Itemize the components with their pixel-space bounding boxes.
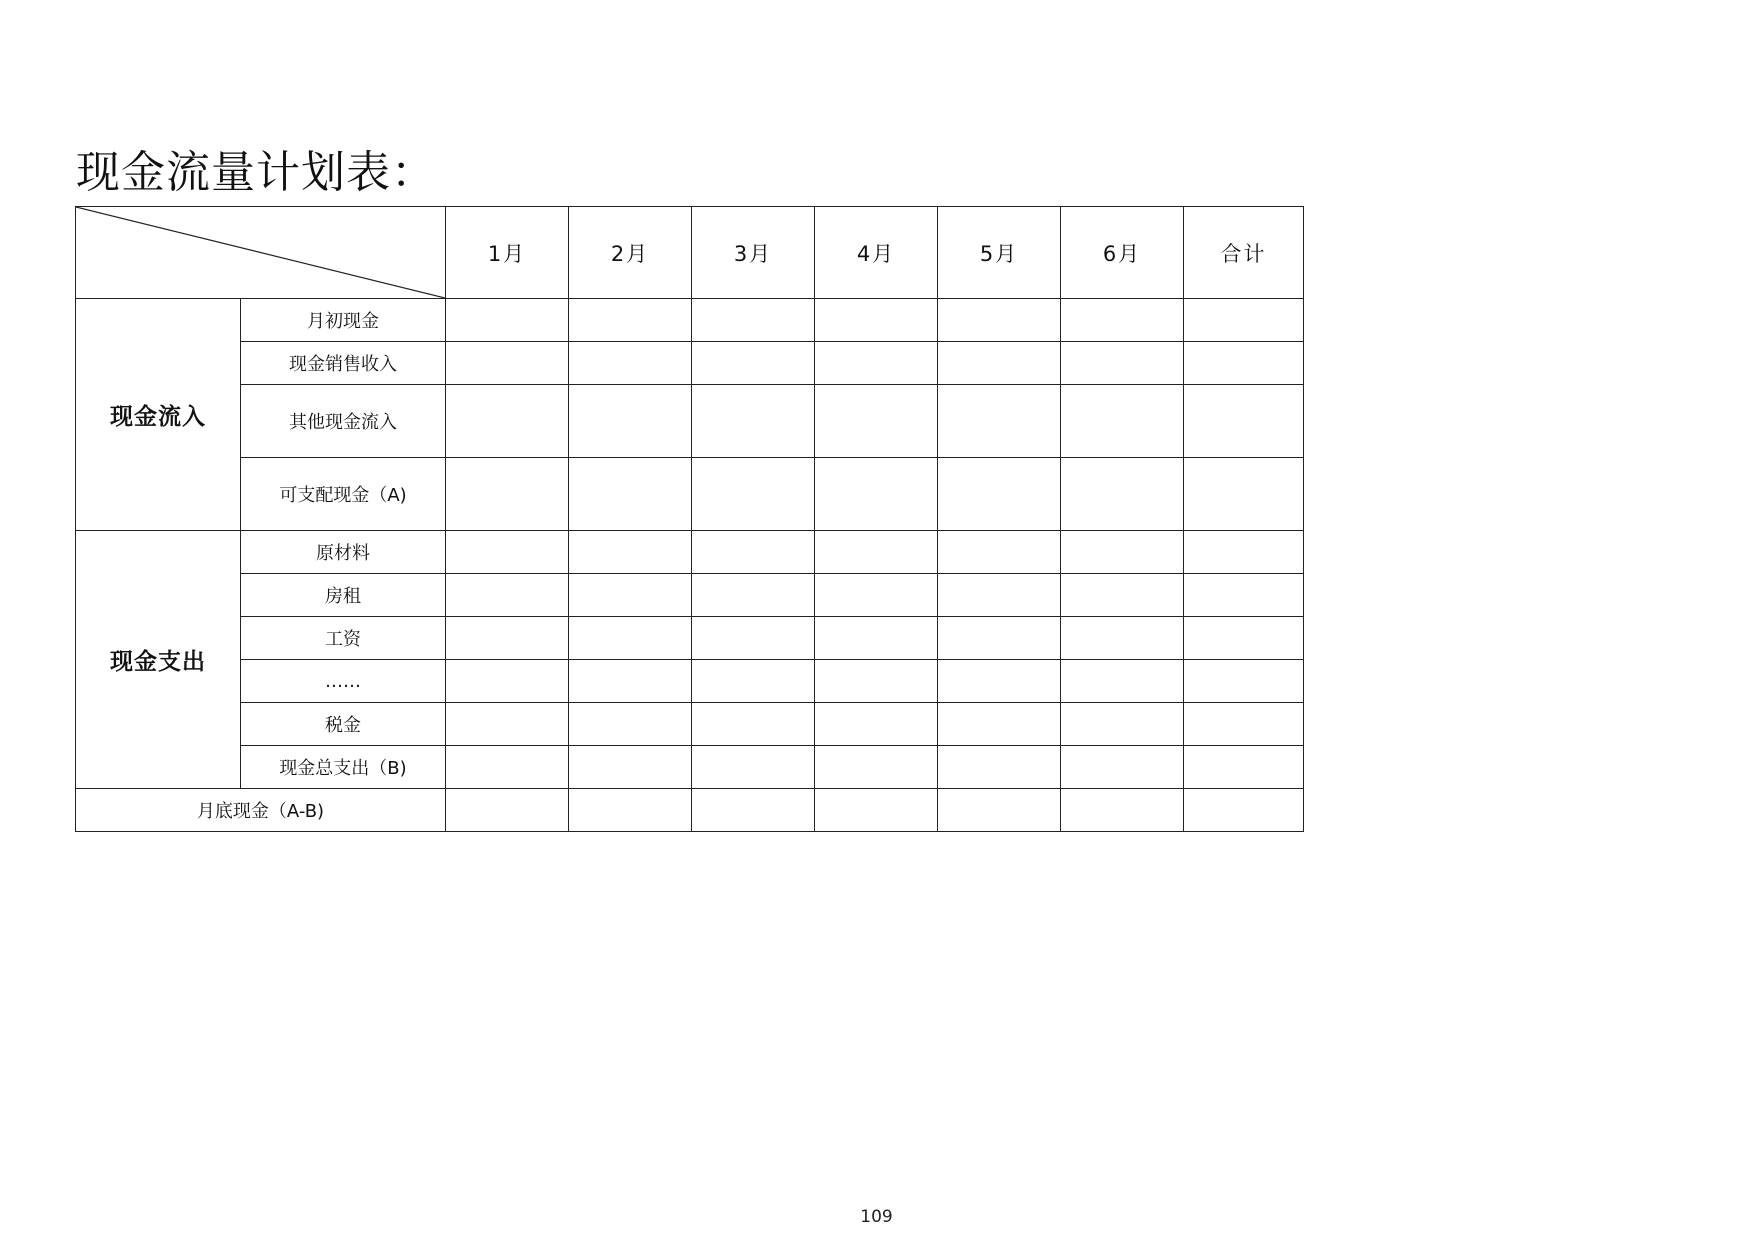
header-month-6: 6月 bbox=[1061, 207, 1184, 299]
table-row bbox=[76, 746, 1304, 789]
header-month-3: 3月 bbox=[692, 207, 815, 299]
table-cell bbox=[1184, 458, 1304, 531]
row-label: 现金总支出（B) bbox=[241, 746, 446, 789]
table-cell bbox=[815, 385, 938, 458]
table-cell bbox=[938, 617, 1061, 660]
table-cell bbox=[446, 660, 569, 703]
table-cell bbox=[446, 299, 569, 342]
table-cell bbox=[446, 703, 569, 746]
header-month-2: 2月 bbox=[569, 207, 692, 299]
table-cell bbox=[446, 458, 569, 531]
table-row bbox=[76, 342, 1304, 385]
row-label: 税金 bbox=[241, 703, 446, 746]
table-cell bbox=[569, 789, 692, 832]
header-row bbox=[76, 207, 1304, 299]
table-cell bbox=[1184, 789, 1304, 832]
table-cell bbox=[569, 617, 692, 660]
table-cell bbox=[1184, 574, 1304, 617]
table-row bbox=[76, 574, 1304, 617]
table-cell bbox=[1061, 617, 1184, 660]
table-cell bbox=[569, 660, 692, 703]
table-cell bbox=[1061, 385, 1184, 458]
table-cell bbox=[938, 342, 1061, 385]
table-cell bbox=[692, 342, 815, 385]
table-row bbox=[76, 531, 1304, 574]
table-cell bbox=[938, 789, 1061, 832]
table-cell bbox=[1184, 342, 1304, 385]
table-cell bbox=[1061, 746, 1184, 789]
table-cell bbox=[1061, 531, 1184, 574]
row-label: 原材料 bbox=[241, 531, 446, 574]
table-cell bbox=[569, 458, 692, 531]
table-cell bbox=[938, 660, 1061, 703]
table-cell bbox=[815, 299, 938, 342]
row-label: 房租 bbox=[241, 574, 446, 617]
table-cell bbox=[815, 660, 938, 703]
table-cell bbox=[692, 299, 815, 342]
table-cell bbox=[938, 703, 1061, 746]
table-row bbox=[76, 660, 1304, 703]
table-cell bbox=[446, 531, 569, 574]
table-cell bbox=[692, 574, 815, 617]
table-cell bbox=[1184, 617, 1304, 660]
table-row bbox=[76, 789, 1304, 832]
table-cell bbox=[1061, 299, 1184, 342]
table-cell bbox=[692, 617, 815, 660]
table-cell bbox=[446, 385, 569, 458]
cash-flow-table bbox=[75, 206, 1304, 832]
table-cell bbox=[446, 574, 569, 617]
table-cell bbox=[446, 746, 569, 789]
table-cell bbox=[1061, 660, 1184, 703]
table-cell bbox=[815, 789, 938, 832]
page-title: 现金流量计划表： bbox=[76, 147, 436, 198]
table-cell bbox=[1061, 574, 1184, 617]
table-cell bbox=[569, 746, 692, 789]
table-cell bbox=[1061, 789, 1184, 832]
table-cell bbox=[938, 458, 1061, 531]
row-label: 现金销售收入 bbox=[241, 342, 446, 385]
table-cell bbox=[692, 789, 815, 832]
header-month-1: 1月 bbox=[446, 207, 569, 299]
table-cell bbox=[569, 342, 692, 385]
table-cell bbox=[692, 703, 815, 746]
table-cell bbox=[1184, 299, 1304, 342]
table-cell bbox=[938, 299, 1061, 342]
table-row bbox=[76, 703, 1304, 746]
table-cell bbox=[1061, 458, 1184, 531]
table-cell bbox=[692, 385, 815, 458]
table-cell bbox=[938, 746, 1061, 789]
header-month-4: 4月 bbox=[815, 207, 938, 299]
row-label: 月初现金 bbox=[241, 299, 446, 342]
table-cell bbox=[815, 746, 938, 789]
header-month-5: 5月 bbox=[938, 207, 1061, 299]
table-cell bbox=[446, 342, 569, 385]
diagonal-line bbox=[76, 207, 445, 298]
table-cell bbox=[446, 789, 569, 832]
table-cell bbox=[938, 385, 1061, 458]
table-cell bbox=[815, 617, 938, 660]
header-total: 合计 bbox=[1184, 207, 1304, 299]
table-cell bbox=[569, 299, 692, 342]
table-cell bbox=[1184, 385, 1304, 458]
table-cell bbox=[569, 574, 692, 617]
table-cell bbox=[938, 531, 1061, 574]
group-label-outflow: 现金支出 bbox=[76, 531, 241, 789]
table-cell bbox=[1184, 703, 1304, 746]
diagonal-corner-cell bbox=[76, 207, 446, 299]
table-cell bbox=[569, 531, 692, 574]
row-label: …… bbox=[241, 660, 446, 703]
table-cell bbox=[569, 385, 692, 458]
table-cell bbox=[692, 531, 815, 574]
row-label: 可支配现金（A) bbox=[241, 458, 446, 531]
table-row bbox=[76, 299, 1304, 342]
table-cell bbox=[815, 342, 938, 385]
table-cell bbox=[1061, 342, 1184, 385]
row-label: 其他现金流入 bbox=[241, 385, 446, 458]
table-row bbox=[76, 617, 1304, 660]
table-cell bbox=[692, 458, 815, 531]
table-row bbox=[76, 458, 1304, 531]
page-number: 109 bbox=[860, 1207, 893, 1227]
table-cell bbox=[1184, 660, 1304, 703]
table-cell bbox=[692, 746, 815, 789]
table-cell bbox=[446, 617, 569, 660]
table-cell bbox=[815, 574, 938, 617]
table-cell bbox=[1184, 746, 1304, 789]
table-cell bbox=[815, 458, 938, 531]
table-cell bbox=[1184, 531, 1304, 574]
group-label-inflow: 现金流入 bbox=[76, 299, 241, 531]
table-cell bbox=[815, 703, 938, 746]
row-label: 工资 bbox=[241, 617, 446, 660]
table-cell bbox=[938, 574, 1061, 617]
table-cell bbox=[1061, 703, 1184, 746]
table-cell bbox=[569, 703, 692, 746]
row-label-ending-cash: 月底现金（A-B) bbox=[76, 789, 446, 832]
table-cell bbox=[692, 660, 815, 703]
table-row bbox=[76, 385, 1304, 458]
table-cell bbox=[815, 531, 938, 574]
